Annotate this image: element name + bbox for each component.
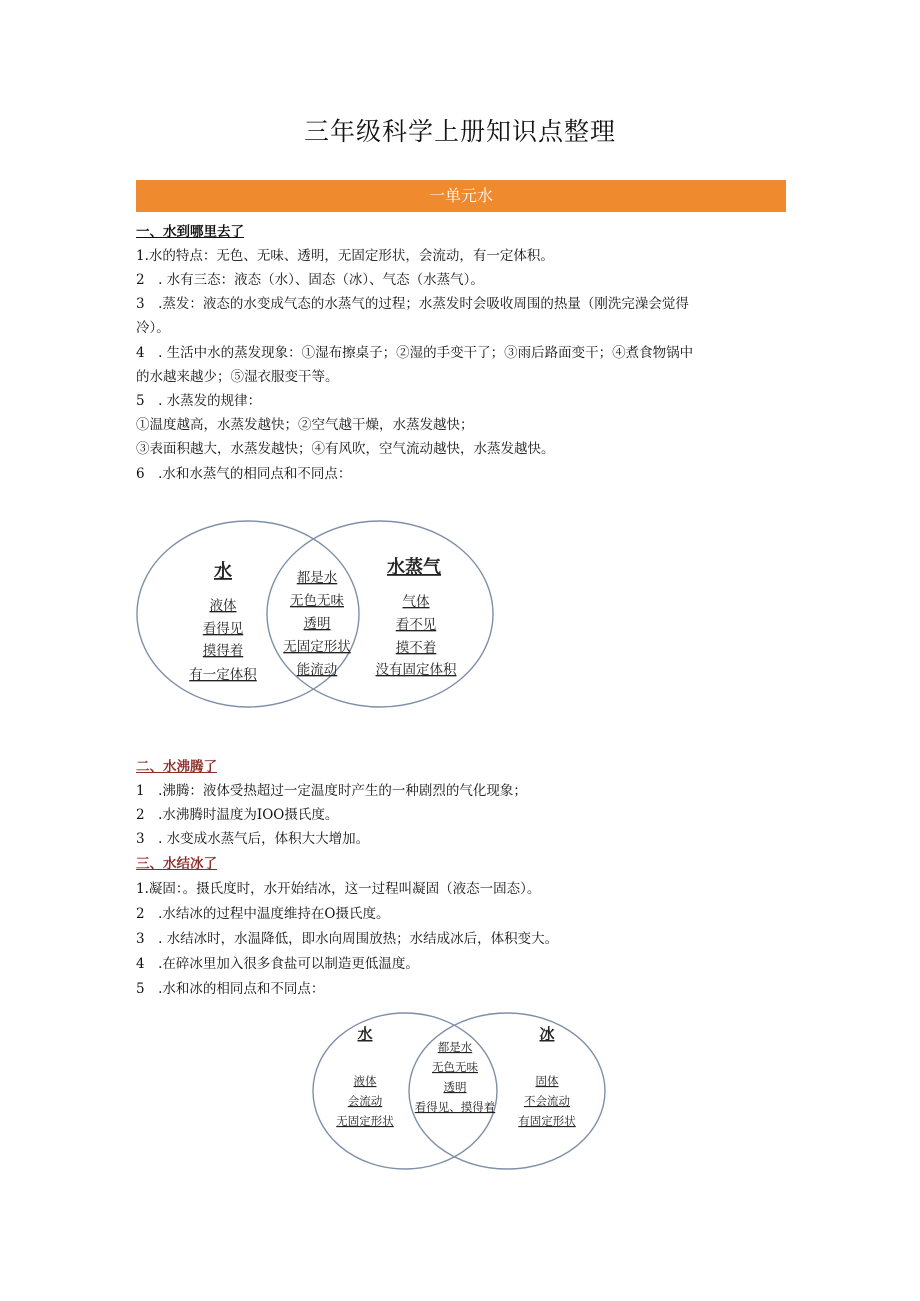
text-line: ①温度越高，水蒸发越快；②空气越干燥，水蒸发越快； bbox=[136, 417, 474, 433]
text-line: ③表面积越大，水蒸发越快；④有风吹，空气流动越快，水蒸发越快。 bbox=[136, 441, 555, 457]
section-heading-2: 二、水沸腾了 bbox=[136, 759, 217, 775]
unit-banner: 一单元水 bbox=[136, 180, 786, 212]
venn-right-title: 冰 bbox=[539, 1025, 555, 1043]
text-line: 3 . 水结冰时，水温降低，即水向周围放热；水结成冰后，体积变大。 bbox=[136, 931, 559, 947]
venn-left-item: 摸得着 bbox=[202, 643, 244, 659]
venn-right-item: 有固定形状 bbox=[518, 1114, 576, 1128]
venn-right-item: 看不见 bbox=[395, 617, 437, 633]
venn-middle-item: 透明 bbox=[443, 1080, 467, 1094]
venn-left-item: 有一定体积 bbox=[189, 667, 257, 683]
venn-middle-item: 能流动 bbox=[296, 662, 338, 678]
venn-right-title: 水蒸气 bbox=[387, 557, 441, 578]
section-heading-3: 三、水结冰了 bbox=[136, 856, 217, 872]
text-line: 1.水的特点：无色、无味、透明，无固定形状，会流动，有一定体积。 bbox=[136, 248, 554, 264]
text-line: 5 . 水蒸发的规律： bbox=[136, 393, 262, 409]
venn-left-item: 无固定形状 bbox=[336, 1114, 394, 1128]
venn-left-item: 看得见 bbox=[202, 621, 244, 637]
venn-left-item: 会流动 bbox=[347, 1094, 383, 1108]
venn-right-item: 没有固定体积 bbox=[375, 662, 457, 678]
venn-middle-item: 无色无味 bbox=[432, 1060, 478, 1074]
venn-circle-right bbox=[409, 1013, 605, 1169]
section-heading-1: 一、水到哪里去了 bbox=[136, 224, 244, 240]
page-title: 三年级科学上册知识点整理 bbox=[303, 117, 616, 146]
venn-middle-item: 看得见、摸得着 bbox=[414, 1100, 496, 1114]
venn-diagram-water-ice bbox=[305, 1005, 615, 1177]
venn-left-title: 水 bbox=[357, 1025, 373, 1043]
venn-left-title: 水 bbox=[214, 561, 232, 582]
venn-middle-item: 无固定形状 bbox=[283, 639, 351, 655]
text-line: 6 .水和水蒸气的相同点和不同点： bbox=[136, 466, 352, 482]
venn-left-item: 液体 bbox=[353, 1074, 377, 1088]
venn-diagram-water-vapor bbox=[130, 512, 500, 712]
text-line: 1 .沸腾：液体受热超过一定温度时产生的一种剧烈的气化现象； bbox=[136, 783, 527, 799]
venn-right-item: 不会流动 bbox=[524, 1094, 570, 1108]
venn-left-item: 液体 bbox=[209, 598, 237, 614]
venn-middle-item: 无色无味 bbox=[290, 593, 344, 609]
venn-circle-right bbox=[267, 521, 493, 707]
text-line: 3 .蒸发：液态的水变成气态的水蒸气的过程；水蒸发时会吸收周围的热量（刚洗完澡会觉得 bbox=[136, 296, 689, 312]
text-line: 2 .水结冰的过程中温度维持在O摄氏度。 bbox=[136, 906, 390, 922]
venn-middle-item: 透明 bbox=[303, 616, 331, 632]
text-line: 2 . 水有三态：液态（水）、固态（冰）、气态（水蒸气）。 bbox=[136, 272, 484, 288]
venn-middle-item: 都是水 bbox=[296, 570, 338, 586]
text-line: 5 .水和冰的相同点和不同点： bbox=[136, 981, 325, 997]
text-line: 2 .水沸腾时温度为IOO摄氏度。 bbox=[136, 807, 339, 823]
text-line: 1.凝固：。摄氏度时，水开始结冰，这一过程叫凝固（液态一固态）。 bbox=[136, 881, 541, 897]
text-line: 4 .在碎冰里加入很多食盐可以制造更低温度。 bbox=[136, 956, 419, 972]
venn-middle-item: 都是水 bbox=[437, 1040, 473, 1054]
venn-circle-left bbox=[313, 1013, 497, 1169]
text-line: 的水越来越少；⑤湿衣服变干等。 bbox=[136, 369, 339, 385]
venn-right-item: 固体 bbox=[535, 1074, 559, 1088]
venn-right-item: 气体 bbox=[402, 594, 430, 610]
venn-right-item: 摸不着 bbox=[395, 640, 437, 656]
text-line: 4 . 生活中水的蒸发现象：①湿布擦桌子；②湿的手变干了；③雨后路面变干；④煮食物锅中 bbox=[136, 345, 694, 361]
text-line: 冷）。 bbox=[136, 320, 170, 336]
text-line: 3 . 水变成水蒸气后，体积大大增加。 bbox=[136, 831, 370, 847]
